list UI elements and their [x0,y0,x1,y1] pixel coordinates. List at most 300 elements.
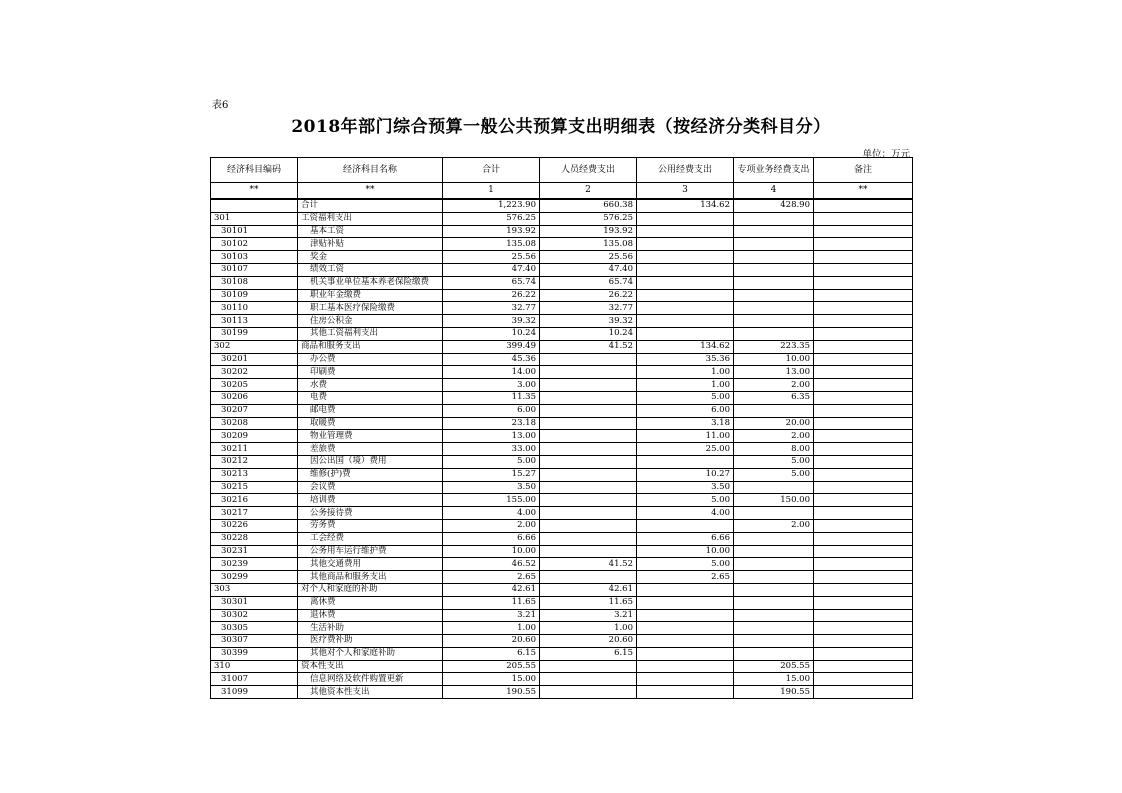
table-row [211,353,913,366]
index-total: 1 [443,183,540,200]
row-code-cell: 30307 [211,635,298,648]
table-row [211,519,913,532]
row-public-cell: 35.36 [637,353,734,366]
row-public-cell: 3.18 [637,417,734,430]
row-code-cell: 30201 [211,353,298,366]
row-special-cell [734,507,814,520]
row-name-cell: 公务用车运行维护费 [298,545,443,558]
row-total-cell: 39.32 [443,315,540,328]
row-public-cell [637,622,734,635]
table-number-label: 表6 [212,100,229,111]
index-code: ** [211,183,298,200]
table-row [211,315,913,328]
row-total-cell: 4.00 [443,507,540,520]
row-personnel-cell: 1.00 [540,622,637,635]
row-special-cell: 428.90 [734,199,814,212]
row-code-cell: 30301 [211,596,298,609]
row-special-cell: 150.00 [734,494,814,507]
row-name-cell: 资本性支出 [298,660,443,673]
header-name: 经济科目名称 [298,158,443,183]
row-note-cell [814,507,913,520]
row-special-cell [734,596,814,609]
row-personnel-cell: 576.25 [540,212,637,225]
row-special-cell [734,251,814,264]
row-code-cell: 30215 [211,481,298,494]
row-total-cell: 1,223.90 [443,199,540,212]
row-total-cell: 190.55 [443,686,540,699]
table-row [211,327,913,340]
table-row [211,660,913,673]
row-personnel-cell: 10.24 [540,327,637,340]
row-public-cell: 5.00 [637,494,734,507]
row-special-cell [734,225,814,238]
row-code-cell: 30399 [211,647,298,660]
row-name-cell: 会议费 [298,481,443,494]
row-public-cell: 3.50 [637,481,734,494]
row-personnel-cell: 42.61 [540,583,637,596]
table-row [211,647,913,660]
row-code-cell: 30228 [211,532,298,545]
row-public-cell: 1.00 [637,379,734,392]
row-name-cell: 生活补助 [298,622,443,635]
row-name-cell: 绩效工资 [298,263,443,276]
table-row [211,251,913,264]
row-code-cell: 30113 [211,315,298,328]
row-special-cell [734,263,814,276]
row-total-cell: 135.08 [443,238,540,251]
row-public-cell: 6.00 [637,404,734,417]
row-total-cell: 10.24 [443,327,540,340]
row-public-cell [637,596,734,609]
row-name-cell: 物业管理费 [298,430,443,443]
row-special-cell: 20.00 [734,417,814,430]
row-total-cell: 11.35 [443,391,540,404]
row-public-cell: 5.00 [637,558,734,571]
row-total-cell: 26.22 [443,289,540,302]
row-note-cell [814,263,913,276]
row-name-cell: 取暖费 [298,417,443,430]
table-row [211,276,913,289]
row-note-cell [814,443,913,456]
index-row [211,183,913,200]
row-total-cell: 5.00 [443,455,540,468]
row-total-cell: 3.50 [443,481,540,494]
row-public-cell [637,212,734,225]
row-special-cell: 223.35 [734,340,814,353]
row-code-cell: 301 [211,212,298,225]
table-row [211,532,913,545]
row-public-cell [637,238,734,251]
row-personnel-cell: 135.08 [540,238,637,251]
row-note-cell [814,238,913,251]
row-special-cell [734,212,814,225]
row-name-cell: 职工基本医疗保险缴费 [298,302,443,315]
row-special-cell [734,647,814,660]
row-note-cell [814,673,913,686]
table-row [211,430,913,443]
row-code-cell: 30199 [211,327,298,340]
row-total-cell: 46.52 [443,558,540,571]
row-code-cell: 30205 [211,379,298,392]
row-note-cell [814,532,913,545]
row-public-cell: 134.62 [637,340,734,353]
row-public-cell [637,519,734,532]
row-code-cell: 30102 [211,238,298,251]
row-special-cell [734,609,814,622]
table-row [211,340,913,353]
row-code-cell: 30211 [211,443,298,456]
row-note-cell [814,468,913,481]
row-public-cell [637,609,734,622]
row-public-cell [637,302,734,315]
table-row [211,199,913,212]
row-personnel-cell: 41.52 [540,340,637,353]
index-public: 3 [637,183,734,200]
row-name-cell: 其他交通费用 [298,558,443,571]
table-row [211,481,913,494]
row-special-cell [734,238,814,251]
row-personnel-cell [540,430,637,443]
table-row [211,225,913,238]
row-special-cell [734,289,814,302]
row-special-cell [734,583,814,596]
row-special-cell: 13.00 [734,366,814,379]
row-note-cell [814,609,913,622]
table-row [211,302,913,315]
row-personnel-cell [540,481,637,494]
row-public-cell [637,263,734,276]
row-total-cell: 14.00 [443,366,540,379]
row-code-cell: 30239 [211,558,298,571]
row-special-cell: 205.55 [734,660,814,673]
row-note-cell [814,545,913,558]
index-personnel: 2 [540,183,637,200]
table-row [211,673,913,686]
row-total-cell: 576.25 [443,212,540,225]
row-personnel-cell [540,507,637,520]
row-note-cell [814,276,913,289]
row-personnel-cell [540,519,637,532]
row-personnel-cell [540,353,637,366]
row-personnel-cell [540,545,637,558]
row-public-cell [637,583,734,596]
row-total-cell: 11.65 [443,596,540,609]
row-code-cell: 30299 [211,571,298,584]
row-public-cell [637,686,734,699]
row-code-cell: 31099 [211,686,298,699]
row-code-cell: 30212 [211,455,298,468]
header-note: 备注 [814,158,913,183]
row-total-cell: 42.61 [443,583,540,596]
row-note-cell [814,519,913,532]
expenditure-table [210,157,913,699]
row-code-cell [211,199,298,212]
row-note-cell [814,571,913,584]
row-public-cell: 10.27 [637,468,734,481]
row-personnel-cell: 3.21 [540,609,637,622]
row-name-cell: 机关事业单位基本养老保险缴费 [298,276,443,289]
table-row [211,686,913,699]
row-code-cell: 310 [211,660,298,673]
row-note-cell [814,251,913,264]
header-personnel: 人员经费支出 [540,158,637,183]
row-total-cell: 1.00 [443,622,540,635]
row-public-cell: 11.00 [637,430,734,443]
table-row [211,379,913,392]
row-public-cell [637,327,734,340]
row-name-cell: 其他资本性支出 [298,686,443,699]
unit-label: 单位：万元 [862,149,910,160]
row-name-cell: 水费 [298,379,443,392]
row-total-cell: 3.00 [443,379,540,392]
index-note: ** [814,183,913,200]
row-total-cell: 13.00 [443,430,540,443]
row-note-cell [814,686,913,699]
row-personnel-cell [540,391,637,404]
row-total-cell: 2.65 [443,571,540,584]
row-name-cell: 邮电费 [298,404,443,417]
row-total-cell: 20.60 [443,635,540,648]
row-special-cell [734,635,814,648]
row-total-cell: 6.00 [443,404,540,417]
row-name-cell: 印刷费 [298,366,443,379]
row-total-cell: 32.77 [443,302,540,315]
row-personnel-cell [540,686,637,699]
header-code: 经济科目编码 [211,158,298,183]
row-code-cell: 30216 [211,494,298,507]
row-total-cell: 2.00 [443,519,540,532]
row-personnel-cell: 193.92 [540,225,637,238]
row-name-cell: 其他对个人和家庭补助 [298,647,443,660]
row-code-cell: 30208 [211,417,298,430]
row-special-cell [734,622,814,635]
table-row [211,596,913,609]
row-total-cell: 15.27 [443,468,540,481]
row-public-cell [637,315,734,328]
row-special-cell [734,276,814,289]
table-row [211,455,913,468]
row-note-cell [814,417,913,430]
row-public-cell: 6.66 [637,532,734,545]
row-personnel-cell [540,417,637,430]
row-name-cell: 商品和服务支出 [298,340,443,353]
table-row [211,468,913,481]
table-row [211,366,913,379]
row-note-cell [814,481,913,494]
row-name-cell: 对个人和家庭的补助 [298,583,443,596]
table-row [211,391,913,404]
row-code-cell: 303 [211,583,298,596]
row-name-cell: 其他工资福利支出 [298,327,443,340]
row-note-cell [814,353,913,366]
row-total-cell: 6.15 [443,647,540,660]
row-note-cell [814,596,913,609]
row-personnel-cell: 20.60 [540,635,637,648]
row-public-cell: 25.00 [637,443,734,456]
row-total-cell: 23.18 [443,417,540,430]
row-total-cell: 3.21 [443,609,540,622]
row-public-cell: 5.00 [637,391,734,404]
row-note-cell [814,635,913,648]
row-note-cell [814,660,913,673]
row-special-cell [734,545,814,558]
row-special-cell [734,532,814,545]
row-special-cell [734,327,814,340]
row-name-cell: 住房公积金 [298,315,443,328]
header-special: 专项业务经费支出 [734,158,814,183]
row-note-cell [814,391,913,404]
row-special-cell: 6.35 [734,391,814,404]
row-public-cell [637,289,734,302]
header-row [211,158,913,183]
row-public-cell [637,455,734,468]
row-code-cell: 31007 [211,673,298,686]
row-note-cell [814,558,913,571]
row-personnel-cell [540,660,637,673]
row-code-cell: 30206 [211,391,298,404]
row-note-cell [814,404,913,417]
row-name-cell: 其他商品和服务支出 [298,571,443,584]
row-total-cell: 6.66 [443,532,540,545]
table-row [211,494,913,507]
table-row [211,571,913,584]
row-name-cell: 合计 [298,199,443,212]
row-code-cell: 30302 [211,609,298,622]
row-code-cell: 30108 [211,276,298,289]
row-public-cell: 4.00 [637,507,734,520]
row-public-cell [637,225,734,238]
row-code-cell: 30209 [211,430,298,443]
row-note-cell [814,430,913,443]
row-note-cell [814,647,913,660]
row-special-cell: 2.00 [734,519,814,532]
row-total-cell: 65.74 [443,276,540,289]
row-note-cell [814,315,913,328]
row-special-cell [734,315,814,328]
row-public-cell: 134.62 [637,199,734,212]
row-personnel-cell [540,404,637,417]
row-personnel-cell: 11.65 [540,596,637,609]
row-public-cell: 10.00 [637,545,734,558]
row-note-cell [814,366,913,379]
row-public-cell [637,673,734,686]
row-personnel-cell: 65.74 [540,276,637,289]
row-total-cell: 155.00 [443,494,540,507]
row-personnel-cell [540,673,637,686]
table-row [211,238,913,251]
row-note-cell [814,455,913,468]
row-special-cell: 2.00 [734,430,814,443]
row-code-cell: 30103 [211,251,298,264]
table-row [211,635,913,648]
row-special-cell [734,404,814,417]
row-name-cell: 工资福利支出 [298,212,443,225]
row-personnel-cell [540,379,637,392]
row-public-cell [637,660,734,673]
table-row [211,417,913,430]
row-personnel-cell [540,494,637,507]
row-total-cell: 47.40 [443,263,540,276]
row-name-cell: 津贴补贴 [298,238,443,251]
row-code-cell: 30305 [211,622,298,635]
row-name-cell: 办公费 [298,353,443,366]
row-code-cell: 30226 [211,519,298,532]
row-note-cell [814,327,913,340]
row-note-cell [814,225,913,238]
row-public-cell [637,647,734,660]
row-name-cell: 因公出国（境）费用 [298,455,443,468]
row-total-cell: 25.56 [443,251,540,264]
row-total-cell: 399.49 [443,340,540,353]
row-total-cell: 45.36 [443,353,540,366]
row-note-cell [814,199,913,212]
table-row [211,289,913,302]
row-name-cell: 职业年金缴费 [298,289,443,302]
row-note-cell [814,379,913,392]
row-personnel-cell [540,366,637,379]
row-total-cell: 15.00 [443,673,540,686]
row-code-cell: 30109 [211,289,298,302]
row-total-cell: 33.00 [443,443,540,456]
row-personnel-cell: 32.77 [540,302,637,315]
row-note-cell [814,583,913,596]
row-note-cell [814,212,913,225]
table-row [211,622,913,635]
table-row [211,609,913,622]
row-code-cell: 30217 [211,507,298,520]
page-title: 2018年部门综合预算一般公共预算支出明细表（按经济分类科目分） [291,117,831,137]
header-total: 合计 [443,158,540,183]
table-row [211,545,913,558]
row-code-cell: 30202 [211,366,298,379]
row-name-cell: 医疗费补助 [298,635,443,648]
row-public-cell [637,276,734,289]
row-code-cell: 30231 [211,545,298,558]
row-special-cell: 10.00 [734,353,814,366]
row-public-cell: 1.00 [637,366,734,379]
row-total-cell: 205.55 [443,660,540,673]
row-name-cell: 退休费 [298,609,443,622]
row-special-cell: 190.55 [734,686,814,699]
row-name-cell: 工会经费 [298,532,443,545]
row-special-cell [734,302,814,315]
row-note-cell [814,289,913,302]
row-name-cell: 信息网络及软件购置更新 [298,673,443,686]
table-row [211,558,913,571]
row-total-cell: 193.92 [443,225,540,238]
row-note-cell [814,302,913,315]
row-name-cell: 劳务费 [298,519,443,532]
row-name-cell: 维修(护)费 [298,468,443,481]
row-code-cell: 30207 [211,404,298,417]
row-personnel-cell [540,443,637,456]
table-body [211,199,913,699]
row-personnel-cell [540,532,637,545]
row-code-cell: 30213 [211,468,298,481]
row-total-cell: 10.00 [443,545,540,558]
index-name: ** [298,183,443,200]
row-name-cell: 电费 [298,391,443,404]
row-personnel-cell [540,468,637,481]
row-personnel-cell: 25.56 [540,251,637,264]
row-note-cell [814,622,913,635]
row-personnel-cell [540,455,637,468]
row-name-cell: 公务接待费 [298,507,443,520]
row-name-cell: 离休费 [298,596,443,609]
table-row [211,443,913,456]
row-public-cell [637,635,734,648]
table-row [211,263,913,276]
